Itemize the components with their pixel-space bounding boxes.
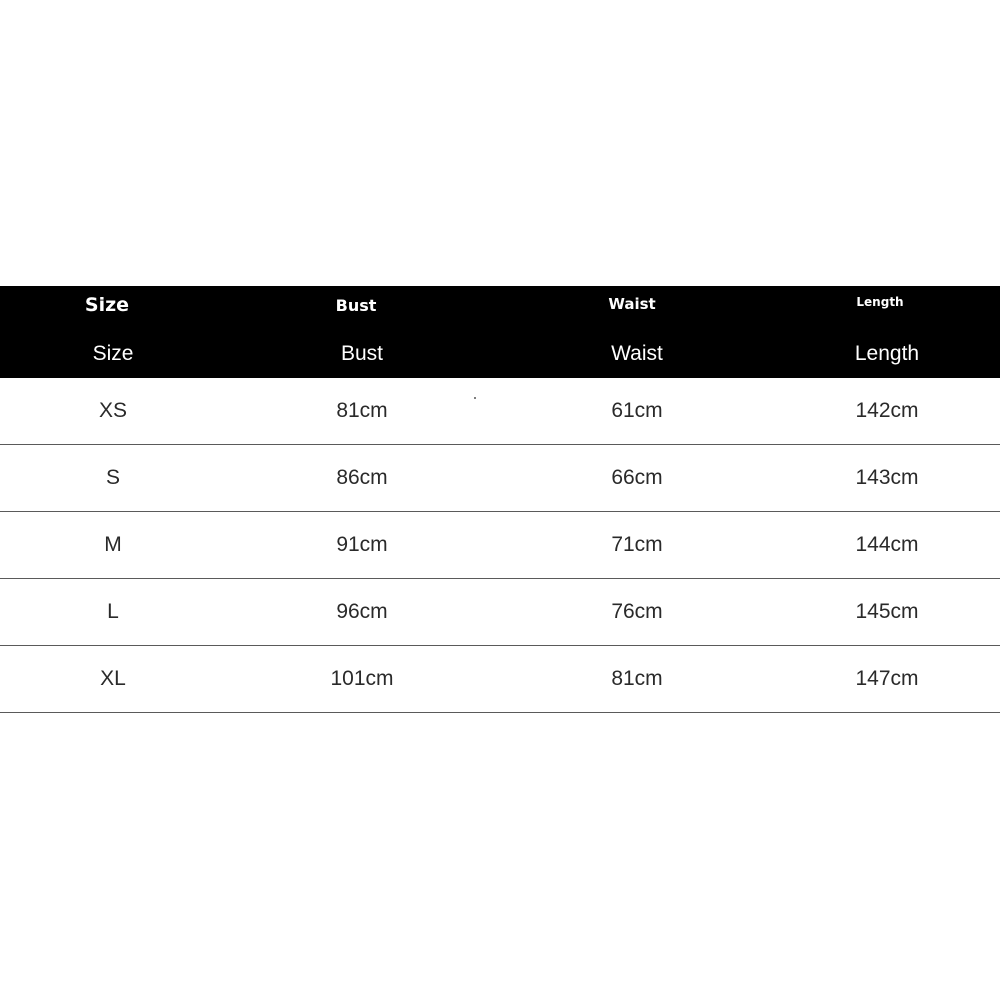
table-row [0,579,1000,646]
table-row [0,378,1000,445]
cell-bust: 101cm [330,667,394,690]
cell-size: XS [98,399,128,422]
header-size: Size [92,342,134,365]
cell-waist: 81cm [611,667,663,690]
cell-waist: 66cm [611,466,663,489]
header-bold-size: Size [84,294,130,316]
cell-size: XL [100,667,126,690]
cell-size: L [107,600,119,623]
header-bold-bust: Bust [335,296,377,315]
speck-artifact [474,397,476,399]
header-length: Length [854,342,920,365]
table-row [0,445,1000,512]
header-bold-length: Length [856,295,904,309]
cell-waist: 61cm [611,399,663,422]
cell-length: 147cm [855,667,919,690]
table-row [0,512,1000,579]
cell-length: 144cm [855,533,919,556]
cell-length: 142cm [855,399,919,422]
cell-size: M [104,533,122,556]
cell-bust: 96cm [336,600,388,623]
header-bold-waist: Waist [608,295,656,313]
size-chart-table [0,286,1000,713]
cell-length: 143cm [855,466,919,489]
header-bust: Bust [340,342,384,365]
cell-size: S [105,466,121,489]
cell-bust: 86cm [336,466,388,489]
table-header [0,286,1000,378]
cell-waist: 76cm [611,600,663,623]
header-waist: Waist [611,342,663,365]
table-row [0,646,1000,713]
cell-waist: 71cm [611,533,663,556]
cell-length: 145cm [855,600,919,623]
cell-bust: 81cm [336,399,388,422]
cell-bust: 91cm [336,533,388,556]
